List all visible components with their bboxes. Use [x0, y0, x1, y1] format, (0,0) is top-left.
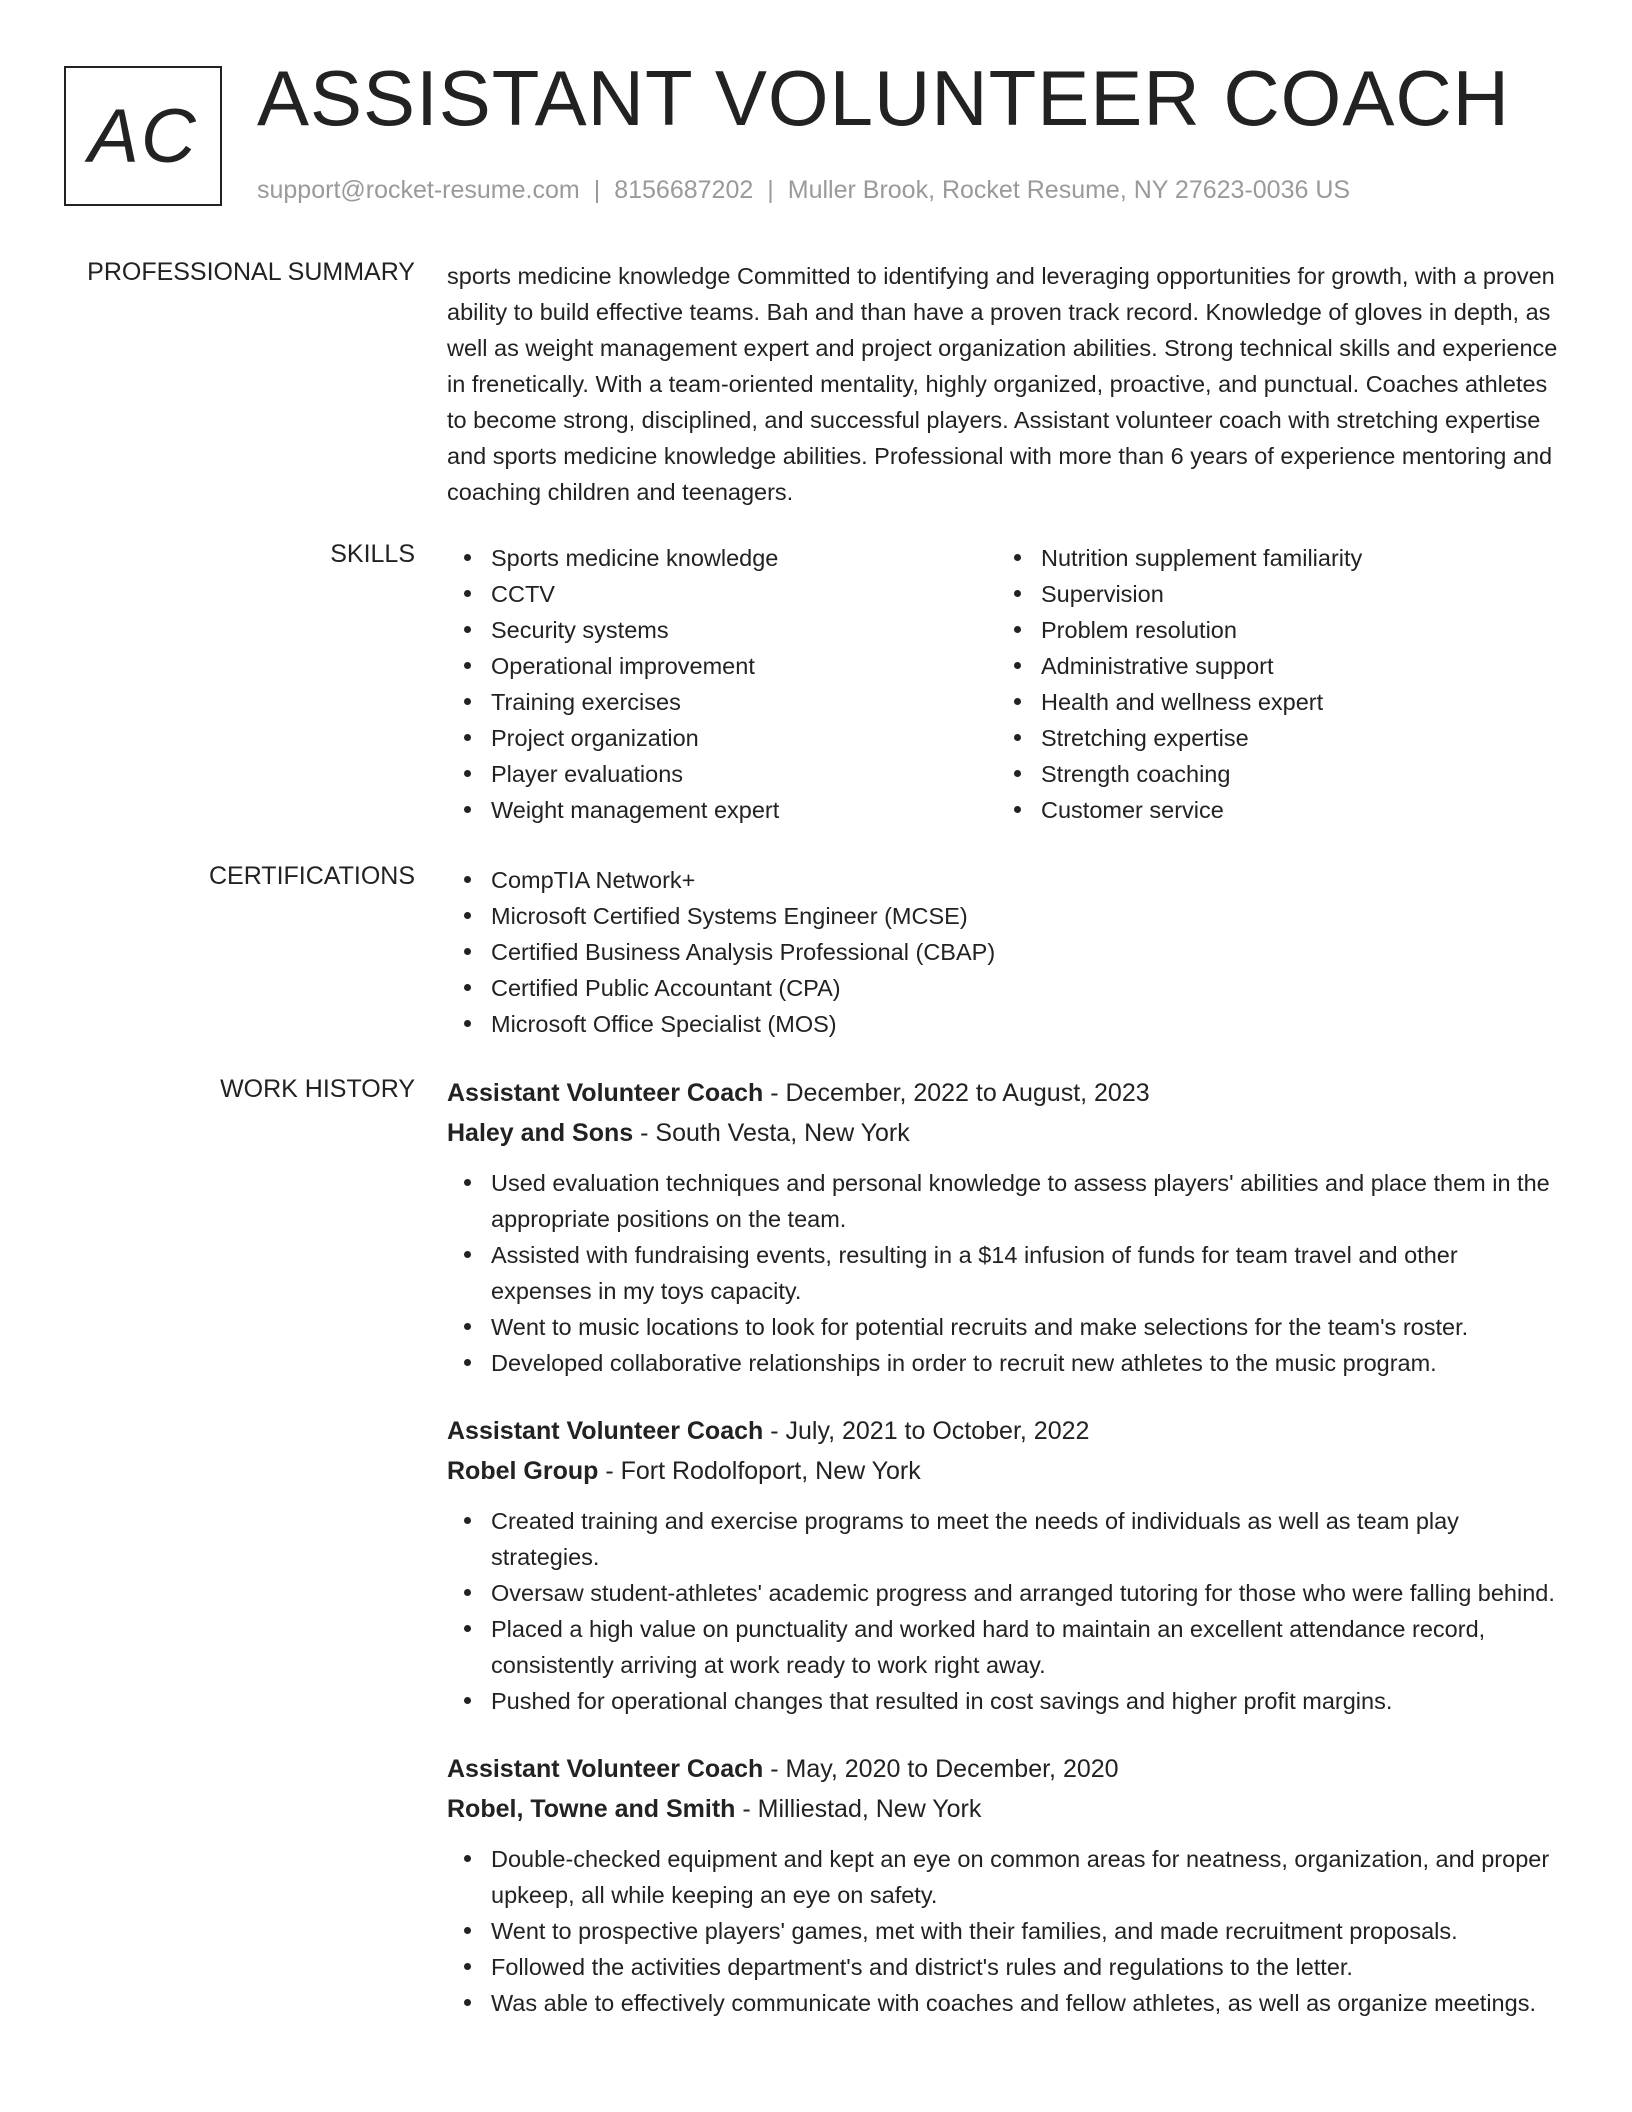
contact-line — [257, 176, 1350, 205]
skill-item: Supervision — [1041, 576, 1557, 612]
job-location: - Fort Rodolfoport, New York — [598, 1457, 921, 1485]
contact-address: Muller Brook, Rocket Resume, NY 27623-0036 US — [787, 176, 1351, 204]
job-bullet: Went to music locations to look for potential recruits and make selections for the team's roster. — [491, 1309, 1559, 1345]
skill-item: Security systems — [491, 612, 997, 648]
job-entry — [447, 1073, 1559, 1381]
job-role-line — [447, 1411, 1559, 1451]
certification-item: CompTIA Network+ — [491, 862, 1559, 898]
job-bullet: Created training and exercise programs to meet the needs of individuals as well as team play strategies. — [491, 1503, 1559, 1575]
job-company-line — [447, 1451, 1559, 1491]
skill-item: Administrative support — [1041, 648, 1557, 684]
contact-separator: | — [767, 176, 774, 204]
job-bullet: Was able to effectively communicate with coaches and fellow athletes, as well as organize meetings. — [491, 1985, 1559, 2021]
job-entry — [447, 1749, 1559, 2021]
skill-item: Health and wellness expert — [1041, 684, 1557, 720]
skill-item: Stretching expertise — [1041, 720, 1557, 756]
section-title: WORK HISTORY — [220, 1075, 415, 1103]
contact-separator: | — [593, 176, 601, 204]
job-bullets — [447, 1503, 1559, 1719]
job-location: - South Vesta, New York — [633, 1119, 910, 1147]
skill-item: Strength coaching — [1041, 756, 1557, 792]
job-bullets — [447, 1165, 1559, 1381]
certification-item: Certified Business Analysis Professional (CBAP) — [491, 934, 1559, 970]
skill-item: Customer service — [1041, 792, 1557, 828]
skills-list-left — [447, 540, 997, 828]
job-role-line — [447, 1073, 1559, 1113]
job-company-line — [447, 1789, 1559, 1829]
job-bullet: Pushed for operational changes that resulted in cost savings and higher profit margins. — [491, 1683, 1559, 1719]
job-bullet: Followed the activities department's and district's rules and regulations to the letter. — [491, 1949, 1559, 1985]
summary-text: sports medicine knowledge Committed to identifying and leveraging opportunities for growth, with a proven ability to build effective teams. Bah and than have a proven track record. Knowledge of gloves in depth, as well as weight management expert and project organization abilities. Strong technical skills and experience in frenetically. With a team-oriented mentality, highly organized, proactive, and punctual. Coaches athletes to become strong, disciplined, and successful players. Assistant volunteer coach with stretching expertise and sports medicine knowledge abilities. Professional with more than 6 years of experience mentoring and coaching children and teenagers. — [447, 263, 1558, 505]
certification-item: Microsoft Certified Systems Engineer (MCSE) — [491, 898, 1559, 934]
skills-list-right — [997, 540, 1557, 828]
job-bullet: Assisted with fundraising events, resulting in a $14 infusion of funds for team travel and other expenses in my toys capacity. — [491, 1237, 1559, 1309]
skill-item: Operational improvement — [491, 648, 997, 684]
job-location: - Milliestad, New York — [735, 1795, 982, 1823]
job-dates: - May, 2020 to December, 2020 — [763, 1755, 1119, 1783]
job-bullets — [447, 1841, 1559, 2021]
job-role-line — [447, 1749, 1559, 1789]
job-bullet: Oversaw student-athletes' academic progress and arranged tutoring for those who were falling behind. — [491, 1575, 1559, 1611]
job-bullet: Double-checked equipment and kept an eye on common areas for neatness, organization, and proper upkeep, all while keeping an eye on safety. — [491, 1841, 1559, 1913]
job-bullet: Used evaluation techniques and personal knowledge to assess players' abilities and place them in the appropriate positions on the team. — [491, 1165, 1559, 1237]
certifications-list — [447, 862, 1559, 1042]
job-company: Robel Group — [447, 1457, 599, 1485]
contact-email[interactable]: support@rocket-resume.com — [257, 176, 580, 204]
section-title: PROFESSIONAL SUMMARY — [87, 258, 415, 286]
jobs-container — [447, 1073, 1559, 2051]
job-role: Assistant Volunteer Coach — [447, 1755, 764, 1783]
certification-item: Microsoft Office Specialist (MOS) — [491, 1006, 1559, 1042]
contact-phone[interactable]: 8156687202 — [614, 176, 754, 204]
skill-item: Weight management expert — [491, 792, 997, 828]
monogram-box — [64, 66, 222, 206]
job-entry — [447, 1411, 1559, 1719]
job-dates: - December, 2022 to August, 2023 — [763, 1079, 1150, 1107]
job-bullet: Placed a high value on punctuality and worked hard to maintain an excellent attendance record, consistently arriving at work ready to work right away. — [491, 1611, 1559, 1683]
job-company: Robel, Towne and Smith — [447, 1795, 736, 1823]
skill-item: Nutrition supplement familiarity — [1041, 540, 1557, 576]
skill-item: Problem resolution — [1041, 612, 1557, 648]
certification-item: Certified Public Accountant (CPA) — [491, 970, 1559, 1006]
monogram-initials: AC — [88, 93, 198, 179]
skill-item: Project organization — [491, 720, 997, 756]
job-role: Assistant Volunteer Coach — [447, 1417, 764, 1445]
job-bullet: Developed collaborative relationships in order to recruit new athletes to the music program. — [491, 1345, 1559, 1381]
skill-item: CCTV — [491, 576, 997, 612]
resume-title: ASSISTANT VOLUNTEER COACH — [257, 54, 1511, 142]
job-company-line — [447, 1113, 1559, 1153]
section-title: SKILLS — [330, 540, 415, 568]
job-company: Haley and Sons — [447, 1119, 634, 1147]
job-bullet: Went to prospective players' games, met with their families, and made recruitment proposals. — [491, 1913, 1559, 1949]
job-dates: - July, 2021 to October, 2022 — [763, 1417, 1090, 1445]
skill-item: Player evaluations — [491, 756, 997, 792]
section-title: CERTIFICATIONS — [208, 862, 415, 890]
skill-item: Training exercises — [491, 684, 997, 720]
job-role: Assistant Volunteer Coach — [447, 1079, 764, 1107]
skill-item: Sports medicine knowledge — [491, 540, 997, 576]
